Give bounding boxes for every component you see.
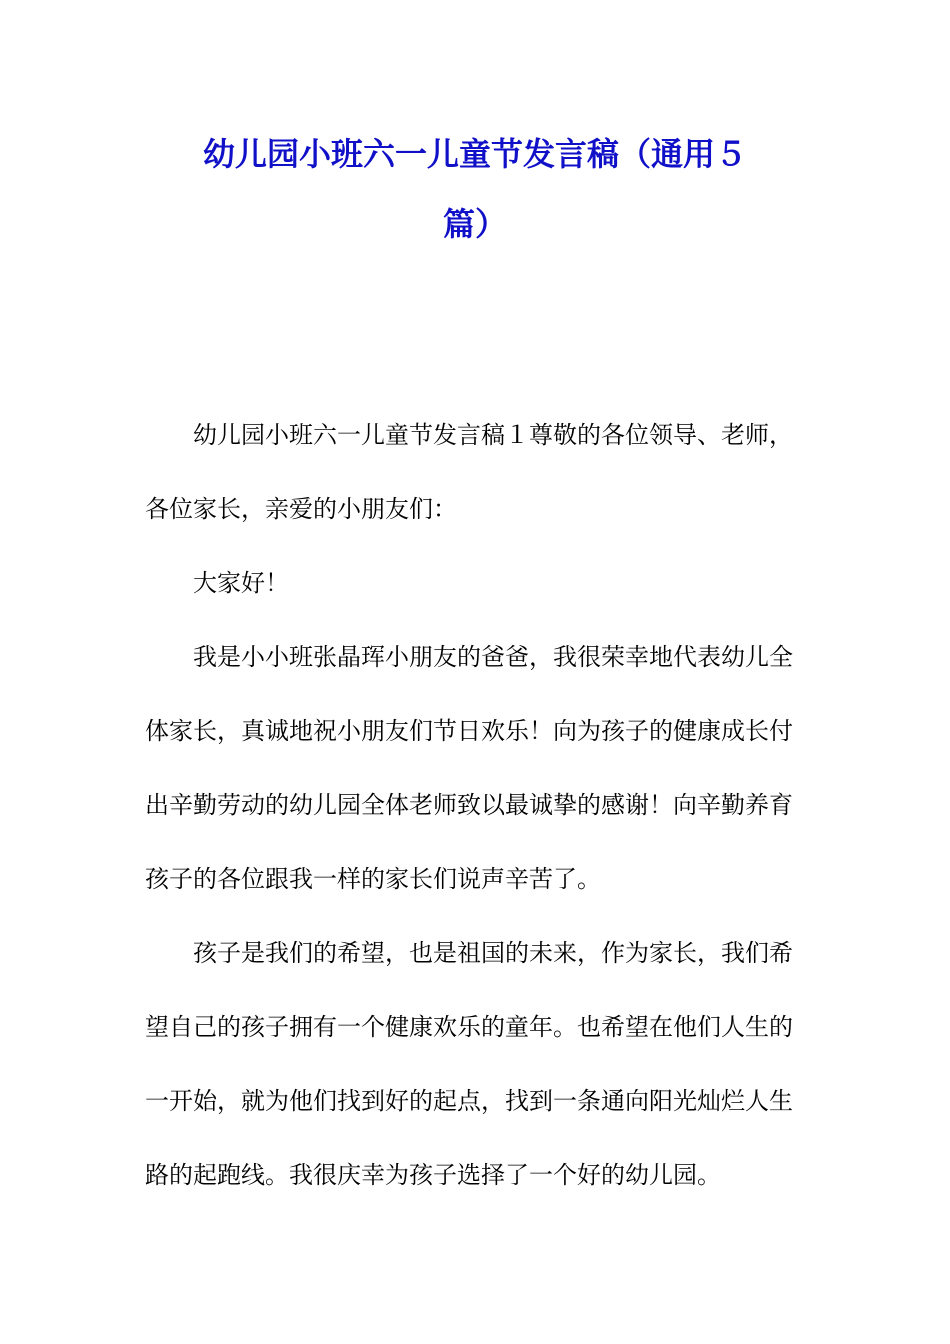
paragraph-line: 孩子的各位跟我一样的家长们说声辛苦了。 <box>145 865 601 893</box>
paragraph-line: 大家好！ <box>193 569 289 597</box>
paragraph-line: 我是小小班张晶珲小朋友的爸爸，我很荣幸地代表幼儿全 <box>193 643 793 671</box>
paragraph-line: 幼儿园小班六一儿童节发言稿１尊敬的各位领导、老师， <box>193 421 793 449</box>
document-title-line-1: 幼儿园小班六一儿童节发言稿（通用５ <box>202 135 747 173</box>
paragraph-line: 孩子是我们的希望，也是祖国的未来，作为家长，我们希 <box>193 939 793 967</box>
paragraph-line: 路的起跑线。我很庆幸为孩子选择了一个好的幼儿园。 <box>145 1161 721 1189</box>
paragraph-line: 望自己的孩子拥有一个健康欢乐的童年。也希望在他们人生的 <box>145 1013 793 1041</box>
document-title-line-2: 篇） <box>442 205 507 243</box>
paragraph-line: 各位家长，亲爱的小朋友们： <box>145 495 457 523</box>
paragraph-line: 出辛勤劳动的幼儿园全体老师致以最诚挚的感谢！向辛勤养育 <box>145 791 793 819</box>
paragraph-line: 一开始，就为他们找到好的起点，找到一条通向阳光灿烂人生 <box>145 1087 793 1115</box>
paragraph-line: 体家长，真诚地祝小朋友们节日欢乐！向为孩子的健康成长付 <box>145 717 793 745</box>
